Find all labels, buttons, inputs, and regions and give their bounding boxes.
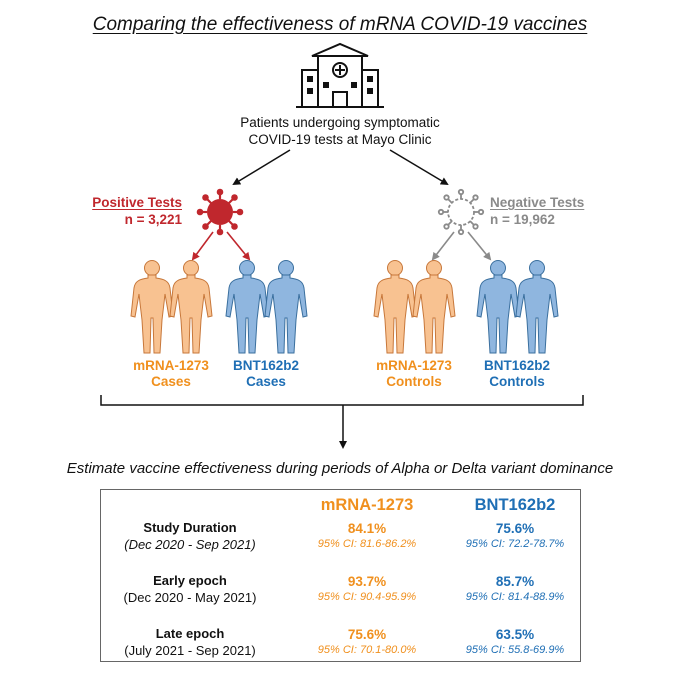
- arrow-to-negative: [390, 150, 447, 184]
- group-vaccine: BNT162b2: [483, 358, 551, 373]
- group-vaccine: mRNA-1273: [376, 358, 452, 373]
- effectiveness-value: 84.1%: [347, 521, 387, 536]
- confidence-interval: 95% CI: 55.8-69.9%: [465, 644, 565, 656]
- row-label-early-epoch: [100, 572, 280, 606]
- row-period: (Dec 2020 - May 2021): [123, 590, 257, 605]
- cell-mrna-early-epoch: [292, 574, 442, 604]
- column-header-bnt: BNT162b2: [474, 496, 556, 514]
- negative-tests-label: [490, 194, 600, 228]
- cell-bnt-study-duration: [440, 521, 590, 551]
- clinic-line-1: Patients undergoing symptomatic: [240, 115, 440, 130]
- person-icon-mrna-cases-2: [170, 261, 212, 354]
- negative-tests-count: n = 19,962: [490, 212, 555, 227]
- group-label-mrna-cases: [116, 358, 226, 390]
- confidence-interval: 95% CI: 81.6-86.2%: [317, 538, 417, 550]
- confidence-interval: 95% CI: 70.1-80.0%: [317, 644, 417, 656]
- person-icon-bnt-cases-2: [265, 261, 307, 354]
- arrow-to-mrna-cases: [193, 232, 213, 259]
- grouping-bracket: [101, 395, 583, 405]
- row-period: (Dec 2020 - Sep 2021): [124, 537, 256, 552]
- arrow-to-mrna-controls: [433, 232, 454, 259]
- confidence-interval: 95% CI: 72.2-78.7%: [465, 538, 565, 550]
- row-title: Early epoch: [153, 573, 227, 588]
- group-label-bnt-cases: [211, 358, 321, 390]
- group-label-mrna-controls: [359, 358, 469, 390]
- row-title: Study Duration: [143, 520, 237, 535]
- person-icon-mrna-controls-1: [374, 261, 416, 354]
- cell-bnt-early-epoch: [440, 574, 590, 604]
- estimate-question: Estimate vaccine effectiveness during periods of Alpha or Delta variant dominance: [66, 460, 614, 477]
- effectiveness-value: 85.7%: [495, 574, 535, 589]
- arrow-to-positive: [234, 150, 290, 184]
- effectiveness-value: 93.7%: [347, 574, 387, 589]
- diagram-title: Comparing the effectiveness of mRNA COVID-19 vaccines: [92, 14, 588, 35]
- virus-icon: [198, 190, 242, 234]
- arrow-to-bnt-controls: [468, 232, 490, 259]
- group-role: Controls: [386, 374, 442, 389]
- group-vaccine: mRNA-1273: [133, 358, 209, 373]
- group-role: Controls: [489, 374, 545, 389]
- cell-bnt-late-epoch: [440, 627, 590, 657]
- positive-tests-title: Positive Tests: [92, 195, 182, 210]
- virus-outline-icon: [439, 190, 483, 234]
- group-label-bnt-controls: [462, 358, 572, 390]
- row-period: (July 2021 - Sep 2021): [124, 643, 256, 658]
- clinic-line-2: COVID-19 tests at Mayo Clinic: [248, 132, 432, 147]
- row-label-late-epoch: [100, 625, 280, 659]
- effectiveness-value: 75.6%: [495, 521, 535, 536]
- person-icon-mrna-cases-1: [131, 261, 173, 354]
- arrow-to-bnt-cases: [227, 232, 249, 259]
- person-icon-bnt-controls-1: [477, 261, 519, 354]
- confidence-interval: 95% CI: 81.4-88.9%: [465, 591, 565, 603]
- group-role: Cases: [151, 374, 191, 389]
- confidence-interval: 95% CI: 90.4-95.9%: [317, 591, 417, 603]
- person-icon-bnt-controls-2: [516, 261, 558, 354]
- group-vaccine: BNT162b2: [232, 358, 300, 373]
- negative-tests-title: Negative Tests: [490, 195, 585, 210]
- clinic-description: [0, 114, 680, 148]
- cell-mrna-study-duration: [292, 521, 442, 551]
- positive-tests-label: [78, 194, 182, 228]
- column-header-mrna: mRNA-1273: [320, 496, 414, 514]
- person-icon-mrna-controls-2: [413, 261, 455, 354]
- person-icon-bnt-cases-1: [226, 261, 268, 354]
- effectiveness-value: 75.6%: [347, 627, 387, 642]
- group-role: Cases: [246, 374, 286, 389]
- positive-tests-count: n = 3,221: [124, 212, 182, 227]
- row-title: Late epoch: [155, 626, 225, 641]
- cell-mrna-late-epoch: [292, 627, 442, 657]
- row-label-study-duration: [100, 519, 280, 553]
- effectiveness-value: 63.5%: [495, 627, 535, 642]
- hospital-icon: [296, 44, 384, 107]
